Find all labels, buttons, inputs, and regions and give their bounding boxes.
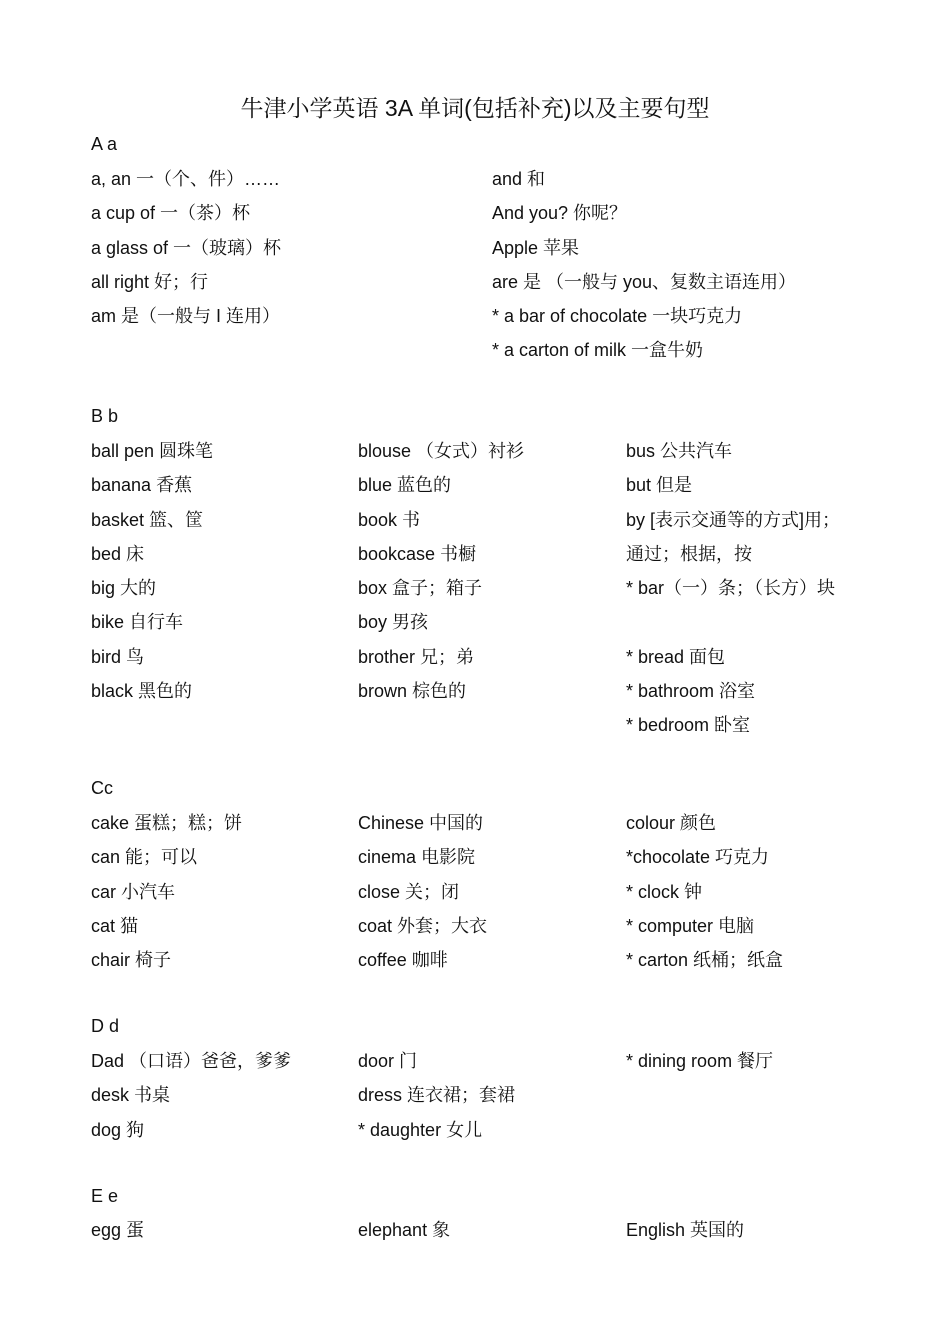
word-entry: coat 外套；大衣	[358, 915, 488, 936]
word-entry: dress 连衣裙；套裙	[358, 1085, 516, 1106]
word-entry: Chinese 中国的	[358, 813, 484, 833]
word-entry: bike 自行车	[91, 612, 184, 633]
word-entry: all right 好；行	[91, 271, 209, 292]
word-entry: basket 篮、筐	[91, 509, 204, 530]
word-entry: * computer 电脑	[626, 915, 755, 936]
section-e-column-1	[91, 1213, 144, 1247]
word-entry: elephant 象	[358, 1220, 451, 1240]
word-entry: boy 男孩	[358, 612, 429, 633]
word-entry: * bedroom 卧室	[626, 715, 751, 736]
word-entry: *chocolate 巧克力	[626, 847, 770, 868]
word-entry: can 能；可以	[91, 847, 198, 868]
word-entry: desk 书桌	[91, 1085, 171, 1106]
word-entry: cake 蛋糕；糕；饼	[91, 813, 243, 833]
word-entry: * bathroom 浴室	[626, 681, 756, 702]
word-entry: * carton 纸桶；纸盒	[626, 950, 784, 971]
word-entry: box 盒子；箱子	[358, 578, 483, 599]
word-entry: * bar（一）条；（长方）块	[626, 578, 836, 599]
word-entry: cinema 电影院	[358, 847, 476, 868]
word-entry: big 大的	[91, 578, 157, 599]
word-entry: a, an 一（个、件）……	[91, 169, 281, 189]
section-header-a: A a	[91, 134, 118, 154]
word-entry: * a carton of milk 一盒牛奶	[492, 340, 704, 361]
word-entry: bus 公共汽车	[626, 441, 733, 461]
word-entry: bed 床	[91, 543, 145, 564]
word-entry: chair 椅子	[91, 950, 172, 971]
word-entry: car 小汽车	[91, 881, 176, 902]
word-entry: a cup of 一（茶）杯	[91, 203, 251, 224]
word-entry: And you? 你呢？	[492, 203, 628, 224]
section-d-column-1	[91, 1044, 291, 1147]
section-c-column-1	[91, 806, 242, 977]
word-entry: door 门	[358, 1051, 418, 1071]
section-header-c: Cc	[91, 778, 113, 798]
word-entry: blouse （女式）衬衫	[358, 441, 525, 461]
word-entry: bird 鸟	[91, 646, 145, 667]
word-entry: Dad （口语）爸爸，爹爹	[91, 1051, 292, 1071]
word-entry: Apple 苹果	[492, 237, 580, 258]
section-header-e: E e	[91, 1186, 119, 1206]
word-entry: and 和	[492, 169, 546, 189]
word-entry: brown 棕色的	[358, 681, 467, 702]
word-entry: are 是 （一般与 you、复数主语连用）	[492, 271, 797, 292]
section-a-column-2	[492, 162, 796, 368]
word-entry: banana 香蕉	[91, 475, 193, 496]
word-entry: but 但是	[626, 475, 693, 496]
section-d-column-2	[358, 1044, 515, 1147]
word-entry: black 黑色的	[91, 681, 193, 702]
word-entry: * dining room 餐厅	[626, 1051, 774, 1071]
section-b-column-2	[358, 434, 524, 708]
section-e-column-3	[626, 1213, 744, 1247]
section-a-column-1	[91, 162, 281, 333]
word-entry: am 是（一般与 I 连用）	[91, 306, 281, 327]
word-entry: by [表示交通等的方式]用；	[626, 509, 841, 530]
section-header-d: D d	[91, 1016, 120, 1036]
section-d-column-3	[626, 1044, 773, 1078]
word-entry: bookcase 书橱	[358, 543, 477, 564]
word-entry: a glass of 一（玻璃）杯	[91, 237, 282, 258]
page-title: 牛津小学英语 3A 单词(包括补充)以及主要句型	[240, 95, 710, 121]
word-entry: * daughter 女儿	[358, 1119, 483, 1140]
word-entry-continuation: 通过；根据，按	[626, 543, 752, 564]
word-entry: brother 兄；弟	[358, 646, 475, 667]
word-entry: coffee 咖啡	[358, 950, 448, 971]
word-entry: ball pen 圆珠笔	[91, 441, 214, 461]
word-entry: book 书	[358, 509, 421, 530]
word-entry: * a bar of chocolate 一块巧克力	[492, 306, 743, 327]
word-entry: English 英国的	[626, 1220, 745, 1240]
section-b-column-3	[626, 434, 840, 743]
word-entry: blue 蓝色的	[358, 475, 452, 496]
word-entry: close 关；闭	[358, 881, 460, 902]
blank-line	[626, 605, 840, 639]
word-entry: cat 猫	[91, 915, 139, 936]
section-c-column-2	[358, 806, 487, 977]
word-entry: dog 狗	[91, 1119, 145, 1140]
word-entry: * bread 面包	[626, 646, 726, 667]
word-entry: * clock 钟	[626, 881, 703, 902]
section-e-column-2	[358, 1213, 450, 1247]
section-b-column-1	[91, 434, 213, 708]
word-entry: egg 蛋	[91, 1220, 145, 1240]
section-header-b: B b	[91, 406, 119, 426]
section-c-column-3	[626, 806, 783, 977]
word-entry: colour 颜色	[626, 813, 717, 833]
